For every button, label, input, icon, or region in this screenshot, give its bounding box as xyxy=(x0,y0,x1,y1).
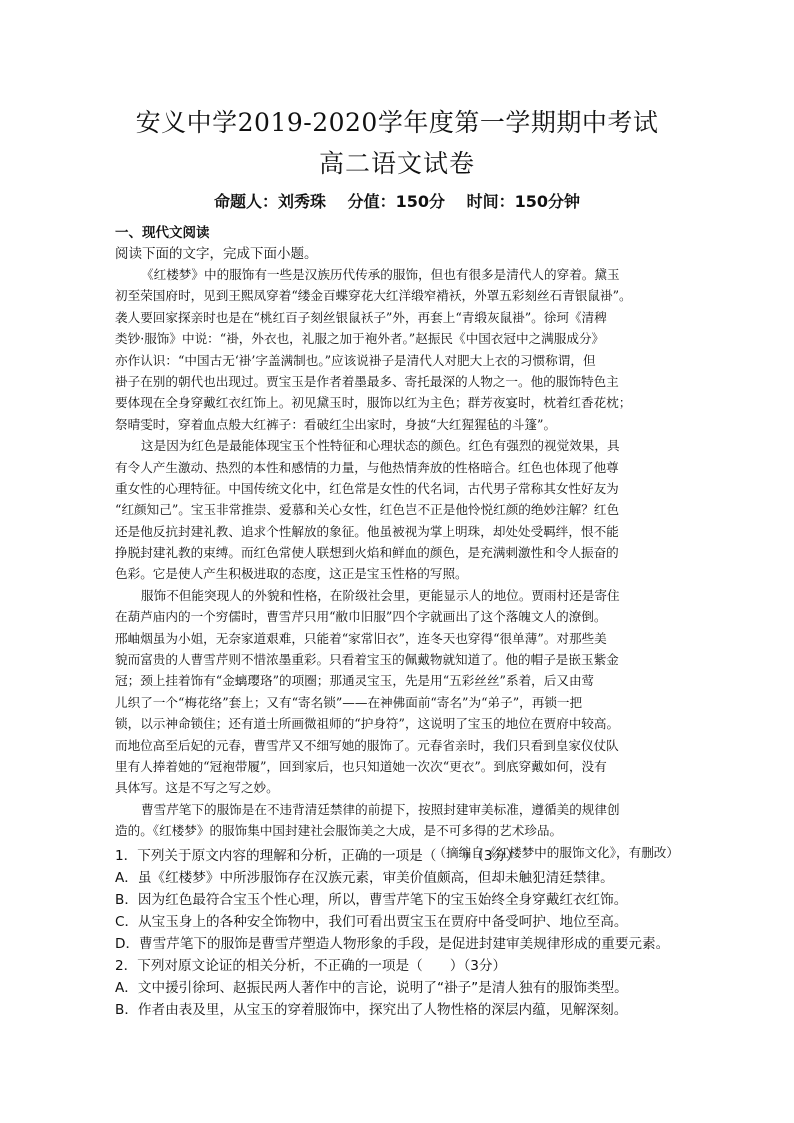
passage-line: 初至荣国府时，见到王熙凤穿着“缕金百蝶穿花大红洋缎窄褙袄，外罩五彩刻丝石青银鼠褂”。 xyxy=(115,288,632,304)
question-1-option-d: D．曹雪芹笔下的服饰是曹雪芹塑造人物形象的手段，是促进封建审美规律形成的重要元素。 xyxy=(115,936,670,952)
question-2-option-b: B．作者由表及里，从宝玉的穿着服饰中，探究出了人物性格的深层内蕴，见解深刻。 xyxy=(115,1002,628,1018)
question-1-stem: 1．下列关于原文内容的理解和分析，正确的一项是（ ）（3分） xyxy=(115,848,520,864)
exam-score: 分值：150分 xyxy=(347,192,445,211)
passage-line: 里有人捧着她的“冠袍带履”，回到家后，也只知道她一次次“更衣”。到底穿戴如何，没有 xyxy=(115,758,607,774)
question-1-option-c: C．从宝玉身上的各种安全饰物中，我们可看出贾宝玉在贾府中备受呵护、地位至高。 xyxy=(115,914,628,930)
question-1-option-b: B．因为红色最符合宝玉个性心理，所以，曹雪芹笔下的宝玉始终全身穿戴红衣红饰。 xyxy=(115,892,628,908)
passage-line: 邢岫烟虽为小姐，无奈家道艰难，只能着“家常旧衣”，连冬天也穿得“很单薄”。对那些美 xyxy=(115,630,607,646)
passage-source: （摘编自《红楼梦中的服饰文化》，有删改） xyxy=(433,844,679,860)
reading-instruction: 阅读下面的文字，完成下面小题。 xyxy=(115,246,318,262)
question-2-stem: 2．下列对原文论证的相关分析，不正确的一项是（ ）（3分） xyxy=(115,958,507,974)
passage-line: 袭人要回家探亲时也是在“桃红百子刻丝银鼠袄子”外，再套上“青缎灰鼠褂”。徐珂《清稗 xyxy=(115,309,607,325)
exam-subtitle: 高二语文试卷 xyxy=(318,149,475,178)
passage-line: 《红楼梦》中的服饰有一些是汉族历代传承的服饰，但也有很多是清代人的穿着。黛玉 xyxy=(141,267,620,282)
passage-line: 重女性的心理特征。中国传统文化中，红色常是女性的代名词，古代男子常称其女性好友为 xyxy=(115,480,619,496)
passage-line: 类钞·服饰》中说：“褂，外衣也，礼服之加于袍外者。”赵振民《中国衣冠中之满服成分》 xyxy=(115,331,605,347)
passage-line: 祭晴雯时，穿着血点般大红裤子：看破红尘出家时，身披“大红猩猩毡的斗篷”。 xyxy=(115,416,557,432)
exam-title: 安义中学2019-2020学年度第一学期期中考试 xyxy=(135,108,659,137)
passage-line: “红颜知己”。宝玉非常推崇、爱慕和关心女性，红色岂不正是他怜悦红颜的绝妙注解？红色 xyxy=(115,502,620,518)
exam-meta xyxy=(0,189,794,212)
passage-line: 而地位高至后妃的元春，曹雪芹又不细写她的服饰了。元春省亲时，我们只看到皇家仪仗队 xyxy=(115,737,619,753)
passage-line: 造的。《红楼梦》的服饰集中国封建社会服饰美之大成，是不可多得的艺术珍品。 xyxy=(115,823,563,839)
passage-line: 服饰不但能突现人的外貌和性格，在阶级社会里，更能显示人的地位。贾雨村还是寄住 xyxy=(141,587,620,603)
question-1-option-a: A．虽《红楼梦》中所涉服饰存在汉族元素，审美价值颇高，但却未触犯清廷禁律。 xyxy=(115,870,614,886)
exam-time: 时间：150分钟 xyxy=(466,192,580,211)
passage-line: 褂子在别的朝代也出现过。贾宝玉是作者着墨最多、寄托最深的人物之一。他的服饰特色主 xyxy=(115,373,619,389)
passage-line: 貌而富贵的人曹雪芹则不惜浓墨重彩。只看着宝玉的佩戴物就知道了。他的帽子是嵌玉紫金 xyxy=(115,652,619,668)
passage-line: 挣脱封建礼教的束缚。而红色常使人联想到火焰和鲜血的颜色，是充满刺激性和令人振奋的 xyxy=(115,545,619,561)
passage-line: 亦作认识：“中国古无‘褂’字盖满制也。”应该说褂子是清代人对肥大上衣的习惯称谓，但 xyxy=(115,352,596,368)
passage-line: 曹雪芹笔下的服饰是在不违背清廷禁律的前提下，按照封建审美标准，遵循美的规律创 xyxy=(141,801,620,817)
passage-line: 色彩。它是使人产生积极进取的态度，这正是宝玉性格的写照。 xyxy=(115,566,468,582)
passage-line: 有令人产生激动、热烈的本性和感情的力量，与他热情奔放的性格暗合。红色也体现了他尊 xyxy=(115,459,619,475)
reading-passage xyxy=(115,264,685,863)
passage-line: 具体写。这是不写之写之妙。 xyxy=(115,780,279,796)
passage-line: 在葫芦庙内的一个穷儒时，曹雪芹只用“敝巾旧服”四个字就画出了这个落魄文人的潦倒。 xyxy=(115,609,607,625)
passage-line: 这是因为红色是最能体现宝玉个性特征和心理状态的颜色。红色有强烈的视觉效果，具 xyxy=(141,438,620,454)
passage-line: 冠；颈上挂着饰有“金螭璎珞”的项圈；那通灵宝玉，先是用“五彩丝丝”系着，后又由莺 xyxy=(115,673,595,689)
passage-line: 还是他反抗封建礼教、追求个性解放的象征。他虽被视为掌上明珠，却处处受羁绊，恨不能 xyxy=(115,523,619,539)
section-title: 一、现代文阅读 xyxy=(115,225,210,241)
passage-line: 儿织了一个“梅花络”套上；又有“寄名锁”——在神佛面前“寄名”为“弟子”，再锁一把 xyxy=(115,694,583,710)
passage-line: 锁，以示神命锁住；还有道士所画微祖师的“护身符”，这说明了宝玉的地位在贾府中较高。 xyxy=(115,716,620,732)
question-2-option-a: A．文中援引徐珂、赵振民两人著作中的言论，说明了“褂子”是清人独有的服饰类型。 xyxy=(115,980,628,996)
question-list xyxy=(115,845,705,1021)
exam-author: 命题人：刘秀珠 xyxy=(214,192,327,211)
passage-line: 要体现在全身穿戴红衣红饰上。初见黛玉时，服饰以红为主色；群芳夜宴时，枕着红香花枕； xyxy=(115,395,632,411)
